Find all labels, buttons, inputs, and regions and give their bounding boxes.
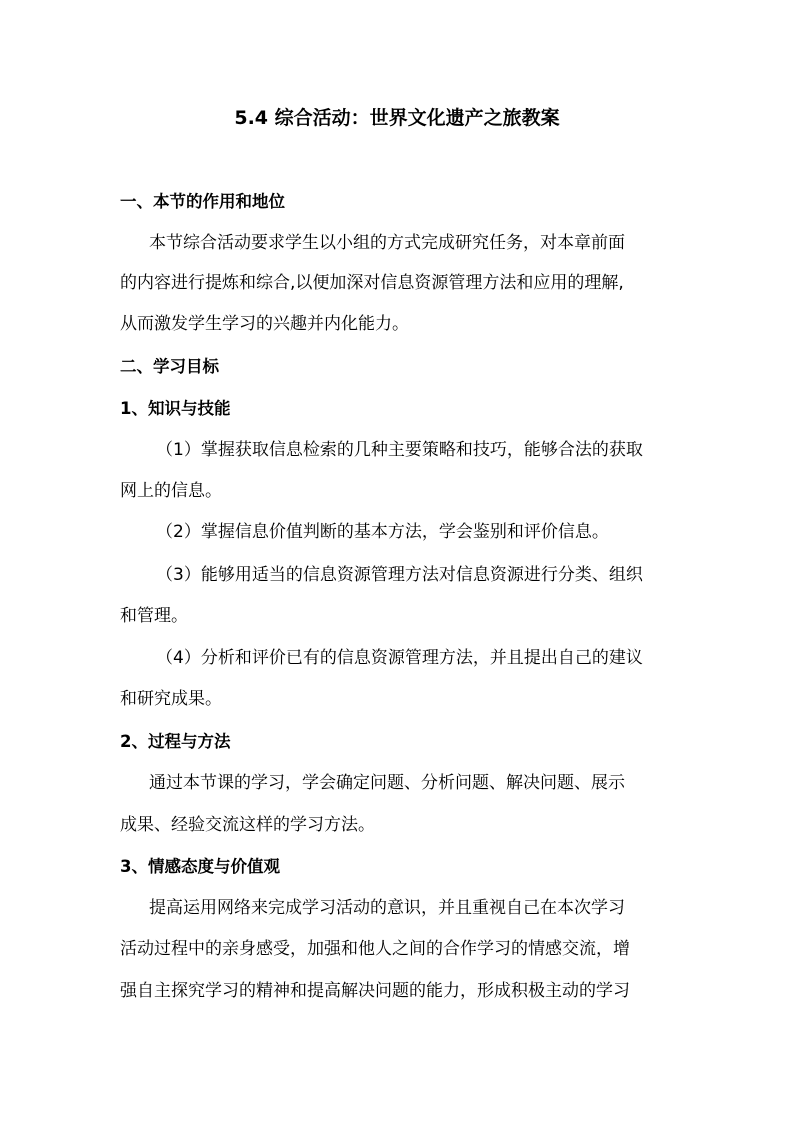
paragraph-line: 通过本节课的学习，学会确定问题、分析问题、解决问题、展示 xyxy=(149,773,625,793)
subsection-heading-process: 2、过程与方法 xyxy=(120,732,231,751)
list-item-line: （1）掌握获取信息检索的几种主要策略和技巧，能够合法的获取 xyxy=(156,440,643,460)
list-item-line: 和管理。 xyxy=(120,606,188,626)
section-heading-role: 一、本节的作用和地位 xyxy=(120,192,285,211)
paragraph-line: 活动过程中的亲身感受，加强和他人之间的合作学习的情感交流，增 xyxy=(120,939,630,959)
list-item-line: 和研究成果。 xyxy=(120,689,222,709)
paragraph-line: 从而激发学生学习的兴趣并内化能力。 xyxy=(120,314,409,334)
section-heading-goals: 二、学习目标 xyxy=(120,357,219,376)
paragraph-line: 本节综合活动要求学生以小组的方式完成研究任务，对本章前面 xyxy=(149,233,625,253)
list-item-line: （4）分析和评价已有的信息资源管理方法，并且提出自己的建议 xyxy=(156,648,643,668)
list-item-line: （2）掌握信息价值判断的基本方法，学会鉴别和评价信息。 xyxy=(156,522,609,542)
list-item-line: 网上的信息。 xyxy=(120,481,222,501)
paragraph-line: 提高运用网络来完成学习活动的意识，并且重视自己在本次学习 xyxy=(149,898,625,918)
subsection-heading-knowledge: 1、知识与技能 xyxy=(120,399,231,418)
paragraph-line: 成果、经验交流这样的学习方法。 xyxy=(120,815,375,835)
document-title: 5.4 综合活动：世界文化遗产之旅教案 xyxy=(234,107,560,129)
list-item-line: （3）能够用适当的信息资源管理方法对信息资源进行分类、组织 xyxy=(156,565,643,585)
subsection-heading-attitude: 3、情感态度与价值观 xyxy=(120,857,280,876)
paragraph-line: 强自主探究学习的精神和提高解决问题的能力，形成积极主动的学习 xyxy=(120,981,630,1001)
paragraph-line: 的内容进行提炼和综合,以便加深对信息资源管理方法和应用的理解, xyxy=(120,273,624,293)
